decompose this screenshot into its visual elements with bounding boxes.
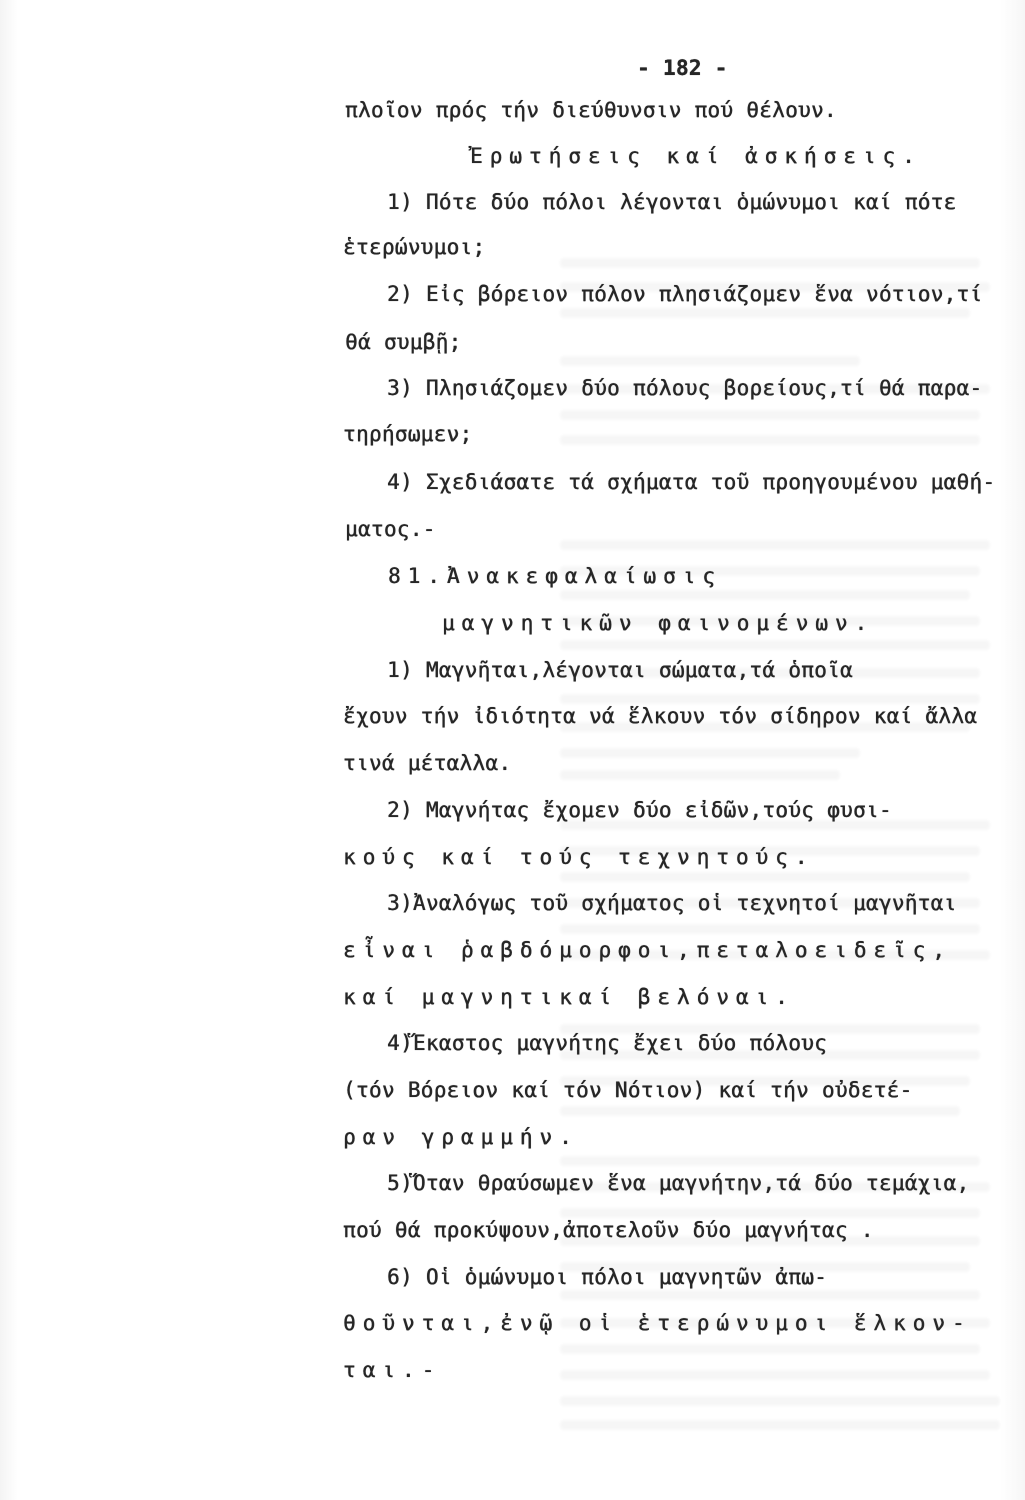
summary-6-line-2: θοῦνται,ἐνῷ οἱ ἑτερώνυμοι ἕλκον- xyxy=(343,1311,972,1335)
question-2-line-1: 2) Εἰς βόρειον πόλον πλησιάζομεν ἕνα νότιον,τί xyxy=(387,282,983,306)
show-through-line xyxy=(560,540,990,550)
question-2-line-2: θά συμβῇ; xyxy=(345,330,462,354)
question-1-line-2: ἑτερώνυμοι; xyxy=(343,235,486,259)
show-through-line xyxy=(560,410,980,420)
summary-3-line-1: 3)Ἀναλόγως τοῦ σχήματος οἱ τεχνητοί μαγνῆται xyxy=(387,891,957,915)
summary-4-line-1: 4)Ἕκαστος μαγνήτης ἔχει δύο πόλους xyxy=(387,1031,828,1055)
show-through-line xyxy=(560,1106,960,1116)
show-through-line xyxy=(560,1420,1000,1430)
summary-5-line-2: πού θά προκύψουν,ἀποτελοῦν δύο μαγνήτας . xyxy=(343,1218,874,1242)
show-through-line xyxy=(560,748,860,758)
chapter-heading-line-1: 81.Ἀνακεφαλαίωσις xyxy=(388,564,722,588)
question-1-line-1: 1) Πότε δύο πόλοι λέγονται ὁμώνυμοι καί πότε xyxy=(387,190,957,214)
show-through-line xyxy=(560,1370,990,1380)
show-through-line xyxy=(560,1290,980,1300)
show-through-line xyxy=(560,924,980,934)
show-through-line xyxy=(560,435,980,445)
summary-4-line-2: (τόν Βόρειον καί τόν Νότιον) καί τήν οὐδετέ- xyxy=(343,1078,913,1102)
question-4-line-2: ματος.- xyxy=(345,517,436,541)
summary-5-line-1: 5)Ὅταν θραύσωμεν ἕνα μαγνήτην,τά δύο τεμάχια, xyxy=(387,1171,970,1195)
show-through-line xyxy=(560,590,970,600)
summary-3-line-3: καί μαγνητικαί βελόναι. xyxy=(343,985,795,1009)
summary-6-line-3: ται.- xyxy=(343,1358,442,1382)
show-through-line xyxy=(560,1344,980,1354)
summary-4-line-3: ραν γραμμήν. xyxy=(343,1125,579,1149)
show-through-line xyxy=(560,356,860,366)
summary-3-line-2: εἶναι ῥαβδόμορφοι,πεταλοειδεῖς, xyxy=(343,938,952,962)
summary-6-line-1: 6) Οἱ ὁμώνυμοι πόλοι μαγνητῶν ἀπω- xyxy=(387,1265,828,1289)
summary-1-line-2: ἔχουν τήν ἰδιότητα νά ἕλκουν τόν σίδηρον καί ἄλλα xyxy=(343,704,978,728)
show-through-line xyxy=(560,694,980,704)
summary-2-line-2: κούς καί τούς τεχνητούς. xyxy=(343,845,815,869)
chapter-heading-line-2: μαγνητικῶν φαινομένων. xyxy=(442,611,875,635)
show-through-line xyxy=(560,1208,980,1218)
show-through-line xyxy=(560,872,970,882)
summary-2-line-1: 2) Μαγνήτας ἔχομεν δύο εἰδῶν,τούς φυσι- xyxy=(387,798,892,822)
show-through-line xyxy=(560,770,840,780)
show-through-line xyxy=(560,1396,1000,1406)
summary-1-line-1: 1) Μαγνῆται,λέγονται σώματα,τά ὁποῖα xyxy=(387,658,853,682)
show-through-line xyxy=(560,308,970,318)
question-4-line-1: 4) Σχεδιάσατε τά σχήματα τοῦ προηγουμένου μαθή- xyxy=(387,470,996,494)
question-3-line-1: 3) Πλησιάζομεν δύο πόλους βορείους,τί θά παρα- xyxy=(387,376,983,400)
show-through-line xyxy=(560,1156,980,1166)
show-through-line xyxy=(560,258,980,268)
text-line: πλοῖον πρός τήν διεύθυνσιν πού θέλουν. xyxy=(345,98,837,122)
question-3-line-2: τηρήσωμεν; xyxy=(343,422,473,446)
summary-1-line-3: τινά μέταλλα. xyxy=(343,751,512,775)
section-heading: Ἐρωτήσεις καί ἀσκήσεις. xyxy=(470,144,922,168)
show-through-line xyxy=(560,640,990,650)
page-number: - 182 - xyxy=(637,56,728,80)
